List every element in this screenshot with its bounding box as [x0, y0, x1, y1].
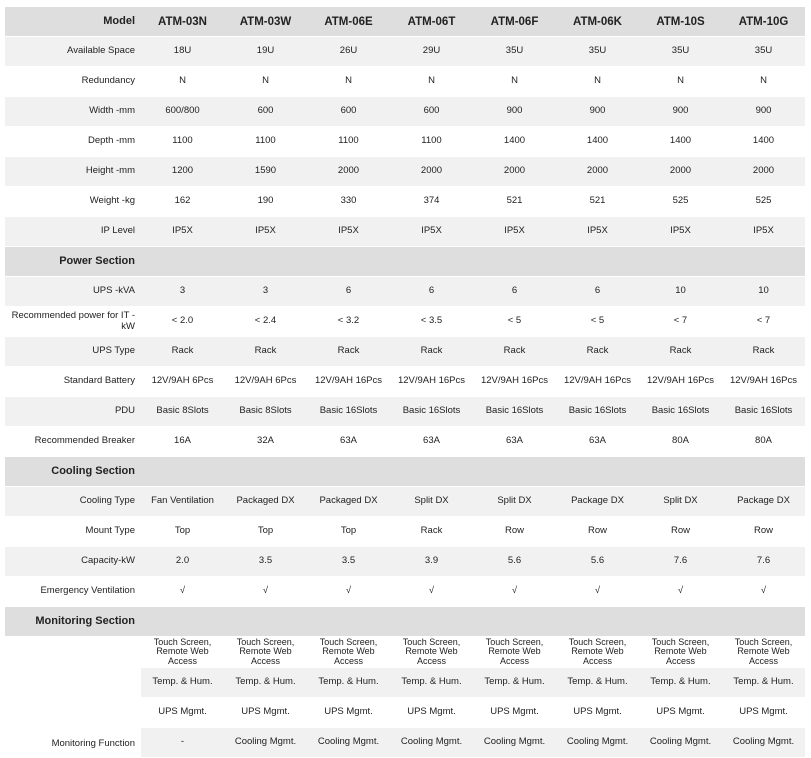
- spec-cell: 63A: [473, 427, 556, 457]
- monitoring-section-header: [5, 607, 805, 637]
- monitoring-cell: Touch Screen, Remote Web Access: [390, 637, 473, 668]
- spec-cell: Package DX: [722, 487, 805, 517]
- spec-row: [5, 517, 805, 547]
- model-name: ATM-10G: [722, 7, 805, 37]
- spec-cell: 6: [473, 277, 556, 307]
- spec-cell: < 2.4: [224, 307, 307, 337]
- spec-cell: 2000: [473, 157, 556, 187]
- spec-row: [5, 427, 805, 457]
- spec-cell: 900: [473, 97, 556, 127]
- spec-cell: 525: [722, 187, 805, 217]
- spec-cell: 35U: [639, 37, 722, 67]
- monitoring-cell: Touch Screen, Remote Web Access: [307, 637, 390, 668]
- spec-cell: Top: [307, 517, 390, 547]
- spec-row-label: Cooling Type: [5, 487, 141, 517]
- spec-row: [5, 397, 805, 427]
- spec-cell: 80A: [722, 427, 805, 457]
- spec-cell: < 5: [556, 307, 639, 337]
- spec-cell: 12V/9AH 16Pcs: [390, 367, 473, 397]
- spec-cell: √: [639, 577, 722, 607]
- power-section-title: Power Section: [5, 247, 141, 277]
- spec-cell: 1100: [390, 127, 473, 157]
- spec-row: [5, 307, 805, 337]
- spec-row: [5, 577, 805, 607]
- spec-cell: Basic 16Slots: [473, 397, 556, 427]
- spec-cell: Basic 8Slots: [224, 397, 307, 427]
- spec-cell: Basic 16Slots: [307, 397, 390, 427]
- spec-cell: 2.0: [141, 547, 224, 577]
- model-name: ATM-03W: [224, 7, 307, 37]
- spec-row-label: Standard Battery: [5, 367, 141, 397]
- spec-cell: < 3.5: [390, 307, 473, 337]
- spec-cell: IP5X: [141, 217, 224, 247]
- spec-cell: Rack: [722, 337, 805, 367]
- spec-cell: 3: [141, 277, 224, 307]
- spec-cell: 18U: [141, 37, 224, 67]
- monitoring-cell: UPS Mgmt.: [141, 698, 224, 728]
- spec-cell: 63A: [307, 427, 390, 457]
- spec-row-label: Height -mm: [5, 157, 141, 187]
- monitoring-cell: Touch Screen, Remote Web Access: [473, 637, 556, 668]
- monitoring-row: [5, 637, 805, 668]
- spec-row-label: Mount Type: [5, 517, 141, 547]
- spec-cell: √: [307, 577, 390, 607]
- monitoring-cell: UPS Mgmt.: [556, 698, 639, 728]
- spec-cell: Row: [556, 517, 639, 547]
- monitoring-cell: Cooling Mgmt.: [473, 728, 556, 758]
- spec-cell: IP5X: [556, 217, 639, 247]
- spec-cell: Basic 16Slots: [722, 397, 805, 427]
- spec-cell: 7.6: [722, 547, 805, 577]
- spec-cell: 2000: [556, 157, 639, 187]
- spec-cell: Basic 16Slots: [556, 397, 639, 427]
- spec-row-label: Weight -kg: [5, 187, 141, 217]
- spec-row: [5, 277, 805, 307]
- spec-cell: N: [390, 67, 473, 97]
- spec-cell: Top: [141, 517, 224, 547]
- cooling-section-header: [5, 457, 805, 487]
- model-name: ATM-06K: [556, 7, 639, 37]
- spec-cell: 35U: [556, 37, 639, 67]
- spec-cell: Row: [639, 517, 722, 547]
- spec-cell: 6: [390, 277, 473, 307]
- spec-cell: Fan Ventilation: [141, 487, 224, 517]
- spec-cell: < 5: [473, 307, 556, 337]
- spec-row: [5, 187, 805, 217]
- model-header-row: [5, 7, 805, 37]
- spec-cell: 32A: [224, 427, 307, 457]
- spec-row-label: Recommended Breaker: [5, 427, 141, 457]
- spec-row: [5, 127, 805, 157]
- spec-cell: √: [224, 577, 307, 607]
- spec-cell: 2000: [390, 157, 473, 187]
- spec-cell: 12V/9AH 16Pcs: [556, 367, 639, 397]
- monitoring-cell: UPS Mgmt.: [722, 698, 805, 728]
- spec-cell: 29U: [390, 37, 473, 67]
- spec-cell: 600: [390, 97, 473, 127]
- spec-cell: Rack: [141, 337, 224, 367]
- monitoring-cell: UPS Mgmt.: [639, 698, 722, 728]
- spec-row-label: PDU: [5, 397, 141, 427]
- spec-row-label: Emergency Ventilation: [5, 577, 141, 607]
- spec-cell: IP5X: [307, 217, 390, 247]
- monitoring-cell: Cooling Mgmt.: [639, 728, 722, 758]
- spec-cell: < 3.2: [307, 307, 390, 337]
- spec-row-label: Depth -mm: [5, 127, 141, 157]
- monitoring-cell: Temp. & Hum.: [473, 668, 556, 698]
- spec-cell: 1590: [224, 157, 307, 187]
- spec-cell: N: [473, 67, 556, 97]
- spec-cell: N: [141, 67, 224, 97]
- spec-cell: 12V/9AH 16Pcs: [639, 367, 722, 397]
- spec-cell: 1400: [473, 127, 556, 157]
- spec-cell: 525: [639, 187, 722, 217]
- model-header-label: Model: [5, 7, 141, 37]
- spec-cell: 16A: [141, 427, 224, 457]
- spec-cell: 7.6: [639, 547, 722, 577]
- spec-row-label: IP Level: [5, 217, 141, 247]
- spec-cell: 10: [639, 277, 722, 307]
- spec-cell: < 7: [639, 307, 722, 337]
- monitoring-cell: Touch Screen, Remote Web Access: [639, 637, 722, 668]
- monitoring-cell: Cooling Mgmt.: [224, 728, 307, 758]
- spec-cell: Package DX: [556, 487, 639, 517]
- spec-cell: 190: [224, 187, 307, 217]
- spec-row: [5, 547, 805, 577]
- spec-row: [5, 217, 805, 247]
- spec-cell: 12V/9AH 16Pcs: [722, 367, 805, 397]
- spec-cell: 1200: [141, 157, 224, 187]
- spec-row-label: Redundancy: [5, 67, 141, 97]
- spec-cell: 374: [390, 187, 473, 217]
- spec-cell: Row: [473, 517, 556, 547]
- spec-row-label: Available Space: [5, 37, 141, 67]
- spec-row-label: UPS -kVA: [5, 277, 141, 307]
- spec-cell: 1400: [639, 127, 722, 157]
- monitoring-cell: Cooling Mgmt.: [556, 728, 639, 758]
- monitoring-cell: Temp. & Hum.: [556, 668, 639, 698]
- spec-cell: Rack: [639, 337, 722, 367]
- model-name: ATM-10S: [639, 7, 722, 37]
- spec-row-label: Recommended power for IT -kW: [5, 307, 141, 337]
- spec-cell: √: [556, 577, 639, 607]
- spec-row-label: Capacity-kW: [5, 547, 141, 577]
- monitoring-cell: Temp. & Hum.: [722, 668, 805, 698]
- spec-cell: 12V/9AH 16Pcs: [307, 367, 390, 397]
- spec-cell: √: [141, 577, 224, 607]
- model-name: ATM-06T: [390, 7, 473, 37]
- monitoring-section-title: Monitoring Section: [5, 607, 141, 637]
- spec-cell: Split DX: [390, 487, 473, 517]
- spec-cell: < 7: [722, 307, 805, 337]
- spec-cell: Rack: [390, 517, 473, 547]
- cooling-section: [5, 487, 805, 607]
- spec-row-label: UPS Type: [5, 337, 141, 367]
- spec-cell: Split DX: [473, 487, 556, 517]
- monitoring-cell: Cooling Mgmt.: [722, 728, 805, 758]
- general-section: [5, 37, 805, 247]
- spec-cell: Basic 16Slots: [390, 397, 473, 427]
- power-section-header: [5, 247, 805, 277]
- monitoring-cell: Temp. & Hum.: [390, 668, 473, 698]
- monitoring-cell: -: [141, 728, 224, 758]
- spec-cell: 63A: [556, 427, 639, 457]
- spec-cell: 600: [224, 97, 307, 127]
- spec-cell: 3.5: [307, 547, 390, 577]
- spec-cell: 3: [224, 277, 307, 307]
- spec-cell: 12V/9AH 6Pcs: [141, 367, 224, 397]
- spec-cell: 12V/9AH 16Pcs: [473, 367, 556, 397]
- monitoring-cell: UPS Mgmt.: [390, 698, 473, 728]
- monitoring-cell: Temp. & Hum.: [141, 668, 224, 698]
- spec-cell: Top: [224, 517, 307, 547]
- spec-cell: Rack: [390, 337, 473, 367]
- monitoring-cell: Touch Screen, Remote Web Access: [722, 637, 805, 668]
- spec-cell: 6: [556, 277, 639, 307]
- spec-cell: 3.9: [390, 547, 473, 577]
- spec-row: [5, 337, 805, 367]
- spec-cell: 2000: [639, 157, 722, 187]
- spec-cell: 80A: [639, 427, 722, 457]
- spec-row: [5, 487, 805, 517]
- monitoring-cell: Temp. & Hum.: [307, 668, 390, 698]
- cooling-section-title: Cooling Section: [5, 457, 141, 487]
- spec-cell: 900: [556, 97, 639, 127]
- monitoring-cell: UPS Mgmt.: [224, 698, 307, 728]
- model-name: ATM-03N: [141, 7, 224, 37]
- spec-cell: 1100: [307, 127, 390, 157]
- spec-cell: IP5X: [639, 217, 722, 247]
- spec-cell: Rack: [556, 337, 639, 367]
- spec-cell: Packaged DX: [307, 487, 390, 517]
- spec-cell: IP5X: [224, 217, 307, 247]
- spec-cell: N: [224, 67, 307, 97]
- spec-cell: 2000: [722, 157, 805, 187]
- spec-cell: 35U: [473, 37, 556, 67]
- spec-cell: Rack: [307, 337, 390, 367]
- monitoring-cell: Temp. & Hum.: [224, 668, 307, 698]
- spec-cell: 330: [307, 187, 390, 217]
- spec-cell: 12V/9AH 6Pcs: [224, 367, 307, 397]
- spec-cell: 900: [639, 97, 722, 127]
- spec-cell: IP5X: [390, 217, 473, 247]
- monitoring-section: [5, 637, 805, 758]
- monitoring-function-label: Monitoring Function: [5, 637, 141, 758]
- spec-cell: 6: [307, 277, 390, 307]
- spec-row: [5, 157, 805, 187]
- spec-cell: Split DX: [639, 487, 722, 517]
- spec-cell: N: [639, 67, 722, 97]
- monitoring-cell: Cooling Mgmt.: [390, 728, 473, 758]
- spec-row-label: Width -mm: [5, 97, 141, 127]
- spec-cell: 26U: [307, 37, 390, 67]
- spec-cell: 600: [307, 97, 390, 127]
- spec-cell: 1400: [556, 127, 639, 157]
- spec-cell: N: [307, 67, 390, 97]
- spec-cell: N: [556, 67, 639, 97]
- monitoring-cell: UPS Mgmt.: [473, 698, 556, 728]
- spec-cell: 5.6: [473, 547, 556, 577]
- spec-cell: 521: [556, 187, 639, 217]
- spec-row: [5, 97, 805, 127]
- monitoring-cell: UPS Mgmt.: [307, 698, 390, 728]
- spec-cell: < 2.0: [141, 307, 224, 337]
- spec-row: [5, 37, 805, 67]
- spec-row: [5, 67, 805, 97]
- spec-cell: 900: [722, 97, 805, 127]
- spec-cell: 5.6: [556, 547, 639, 577]
- spec-cell: √: [473, 577, 556, 607]
- spec-cell: 1400: [722, 127, 805, 157]
- spec-row: [5, 367, 805, 397]
- model-name: ATM-06E: [307, 7, 390, 37]
- monitoring-cell: Touch Screen, Remote Web Access: [224, 637, 307, 668]
- spec-cell: Rack: [224, 337, 307, 367]
- monitoring-cell: Touch Screen, Remote Web Access: [556, 637, 639, 668]
- monitoring-cell: Cooling Mgmt.: [307, 728, 390, 758]
- spec-cell: IP5X: [473, 217, 556, 247]
- spec-cell: 63A: [390, 427, 473, 457]
- model-name: ATM-06F: [473, 7, 556, 37]
- spec-cell: 35U: [722, 37, 805, 67]
- spec-cell: 600/800: [141, 97, 224, 127]
- spec-cell: 1100: [141, 127, 224, 157]
- spec-cell: 2000: [307, 157, 390, 187]
- spec-cell: 1100: [224, 127, 307, 157]
- spec-cell: Row: [722, 517, 805, 547]
- spec-cell: 3.5: [224, 547, 307, 577]
- spec-cell: 19U: [224, 37, 307, 67]
- spec-table: [5, 7, 805, 758]
- spec-cell: 162: [141, 187, 224, 217]
- spec-cell: √: [722, 577, 805, 607]
- spec-cell: Packaged DX: [224, 487, 307, 517]
- monitoring-cell: Touch Screen, Remote Web Access: [141, 637, 224, 668]
- monitoring-cell: Temp. & Hum.: [639, 668, 722, 698]
- spec-cell: Basic 8Slots: [141, 397, 224, 427]
- spec-cell: Basic 16Slots: [639, 397, 722, 427]
- power-section: [5, 277, 805, 457]
- spec-cell: 521: [473, 187, 556, 217]
- spec-cell: IP5X: [722, 217, 805, 247]
- spec-cell: 10: [722, 277, 805, 307]
- spec-cell: N: [722, 67, 805, 97]
- spec-cell: Rack: [473, 337, 556, 367]
- spec-cell: √: [390, 577, 473, 607]
